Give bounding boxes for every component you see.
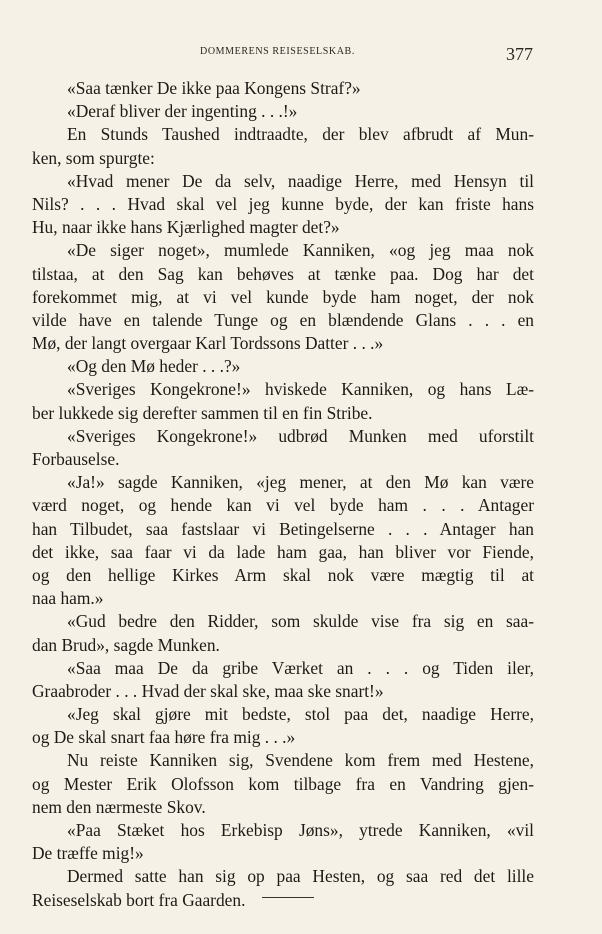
running-title: DOMMERENS REISESELSKAB.: [200, 46, 355, 57]
text-line: «Hvad mener De da selv, naadige Herre, med Hensyn til: [67, 170, 534, 191]
text-line: dan Brud», sagde Munken.: [32, 634, 220, 655]
text-line: «Sveriges Kongekrone!» udbrød Munken med uforstilt: [67, 425, 534, 446]
text-line: værd noget, og hende kan vi vel byde ham . . . Antager: [32, 495, 534, 516]
text-line: «Paa Stæket hos Erkebisp Jøns», ytrede Kanniken, «vil: [67, 820, 534, 840]
text-line: forekommet mig, at vi vel kunde byde ham noget, der nok: [32, 286, 534, 307]
text-line: ber lukkede sig derefter sammen til en fin Stribe.: [32, 402, 373, 423]
text-line: og den hellige Kirkes Arm skal nok være mægtig til at: [32, 564, 534, 585]
text-line: Nils? . . . Hvad skal vel jeg kunne byde, der kan friste hans: [32, 193, 534, 214]
end-rule: [262, 897, 314, 898]
body-text: [32, 77, 534, 912]
text-line: ken, som spurgte:: [32, 147, 155, 168]
text-line: «Jeg skal gjøre mit bedste, stol paa det, naadige Herre,: [67, 704, 534, 725]
text-line: Hu, naar ikke hans Kjærlighed magter det?»: [32, 217, 340, 238]
text-line: «De siger noget», mumlede Kanniken, «og jeg maa nok: [67, 240, 534, 261]
text-line: det ikke, saa faar vi da lade ham gaa, han bliver vor Fiende,: [32, 541, 534, 562]
text-line: og Mester Erik Olofsson kom tilbage fra en Vandring gjen-: [32, 773, 534, 794]
text-line: han Tilbudet, saa fastslaar vi Betingelserne . . . Antager han: [32, 518, 534, 539]
text-line: nem den nærmeste Skov.: [32, 796, 206, 817]
text-line: Mø, der langt overgaar Karl Tordssons Datter . . .»: [32, 333, 384, 354]
text-line: Nu reiste Kanniken sig, Svendene kom frem med Hestene,: [67, 750, 534, 771]
text-line: og De skal snart faa høre fra mig . . .»: [32, 727, 296, 748]
text-line: En Stunds Taushed indtraadte, der blev afbrudt af Mun-: [67, 124, 534, 145]
text-line: Dermed satte han sig op paa Hesten, og saa red det lille: [67, 866, 534, 887]
text-line: «Saa maa De da gribe Værket an . . . og Tiden iler,: [67, 657, 534, 678]
text-line: «Saa tænker De ikke paa Kongens Straf?»: [67, 78, 361, 98]
text-line: Reiseselskab bort fra Gaarden.: [32, 889, 246, 910]
text-line: «Og den Mø heder . . .?»: [67, 356, 241, 377]
text-line: De træffe mig!»: [32, 843, 144, 864]
text-line: Forbauselse.: [32, 449, 120, 469]
text-line: «Deraf bliver der ingenting . . .!»: [67, 101, 298, 122]
text-line: «Sveriges Kongekrone!» hviskede Kanniken, og hans Læ-: [67, 379, 534, 400]
text-line: «Gud bedre den Ridder, som skulde vise fra sig en saa-: [67, 611, 534, 632]
text-line: «Ja!» sagde Kanniken, «jeg mener, at den Mø kan være: [67, 472, 534, 493]
text-line: vilde have en talende Tunge og en blændende Glans . . . en: [32, 309, 534, 330]
text-line: naa ham.»: [32, 588, 104, 609]
text-line: tilstaa, at den Sag kan behøves at tænke paa. Dog har det: [32, 263, 534, 284]
page-number: 377: [506, 44, 533, 64]
text-line: Graabroder . . . Hvad der skal ske, maa ske snart!»: [32, 680, 384, 701]
